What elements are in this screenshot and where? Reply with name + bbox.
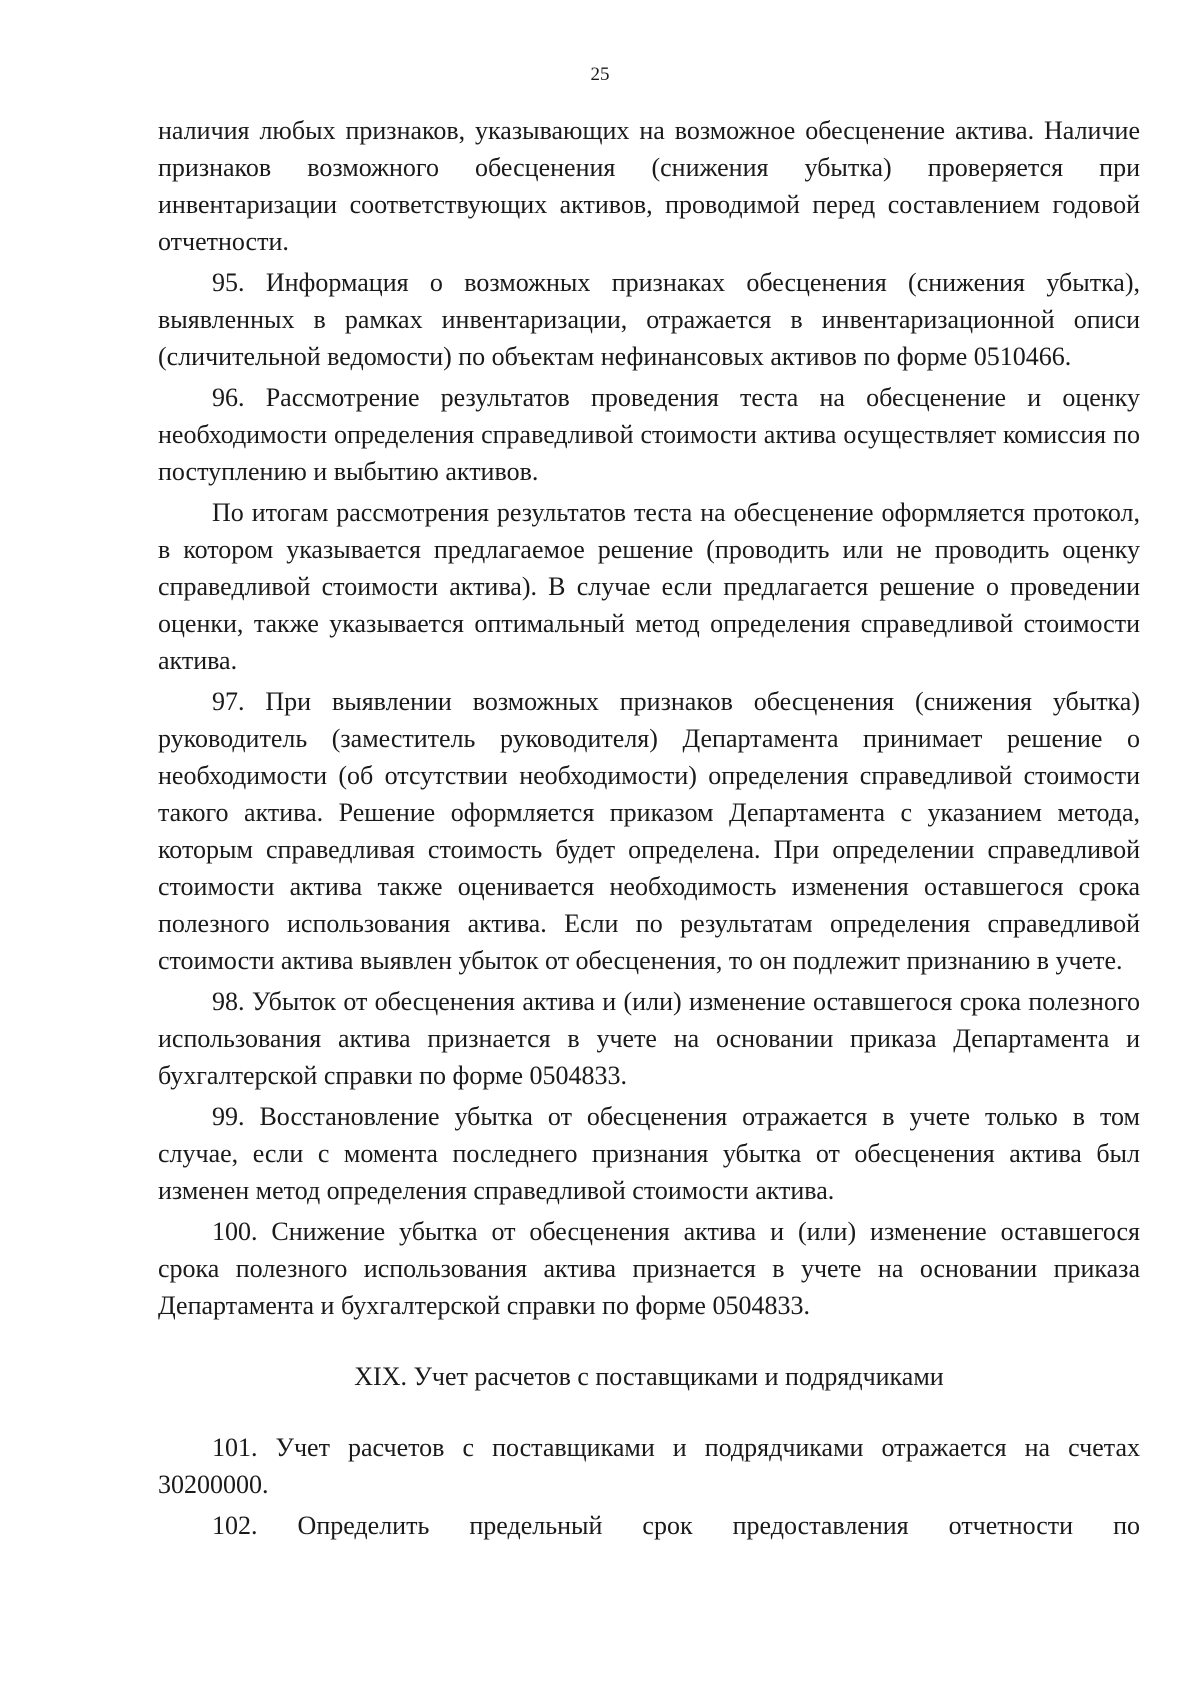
paragraph-97: 97. При выявлении возможных признаков обесценения (снижения убытка) руководитель (заместитель руководителя) Департамента принимает решение о необходимости (об отсутствии необходимости) определения справедливой стоимости такого актива. Решение оформляется приказом Департамента с указанием метода, которым справедливая стоимость будет определена. При определении справедливой стоимости актива также оценивается необходимость изменения оставшегося срока полезного использования актива. Если по результатам определения справедливой стоимости актива выявлен убыток от обесценения, то он подлежит признанию в учете. (158, 687, 1140, 975)
paragraph-101: 101. Учет расчетов с поставщиками и подрядчиками отражается на счетах 30200000. (158, 1433, 1140, 1499)
document-body (158, 112, 1140, 1544)
paragraph-continuation: наличия любых признаков, указывающих на возможное обесценение актива. Наличие признаков возможного обесценения (снижения убытка) проверяется при инвентаризации соответствующих активов, проводимой перед составлением годовой отчетности. (158, 116, 1140, 256)
paragraph-96: 96. Рассмотрение результатов проведения теста на обесценение и оценку необходимости определения справедливой стоимости актива осуществляет комиссия по поступлению и выбытию активов. (158, 383, 1140, 486)
paragraph-100: 100. Снижение убытка от обесценения актива и (или) изменение оставшегося срока полезного использования актива признается в учете на основании приказа Департамента и бухгалтерской справки по форме 0504833. (158, 1217, 1140, 1320)
paragraph-99: 99. Восстановление убытка от обесценения отражается в учете только в том случае, если с момента последнего признания убытка от обесценения актива был изменен метод определения справедливой стоимости актива. (158, 1102, 1140, 1205)
section-heading: XIX. Учет расчетов с поставщиками и подрядчиками (354, 1362, 944, 1391)
paragraph-102: 102. Определить предельный срок предоставления отчетности по (212, 1511, 1140, 1540)
paragraph-98: 98. Убыток от обесценения актива и (или) изменение оставшегося срока полезного использования актива признается в учете на основании приказа Департамента и бухгалтерской справки по форме 0504833. (158, 987, 1140, 1090)
page-number: 25 (590, 64, 610, 85)
paragraph-96-protocol: По итогам рассмотрения результатов теста на обесценение оформляется протокол, в котором указывается предлагаемое решение (проводить или не проводить оценку справедливой стоимости актива). В случае если предлагается решение о проведении оценки, также указывается оптимальный метод определения справедливой стоимости актива. (158, 498, 1140, 675)
paragraph-95: 95. Информация о возможных признаках обесценения (снижения убытка), выявленных в рамках инвентаризации, отражается в инвентаризационной описи (сличительной ведомости) по объектам нефинансовых активов по форме 0510466. (158, 268, 1140, 371)
